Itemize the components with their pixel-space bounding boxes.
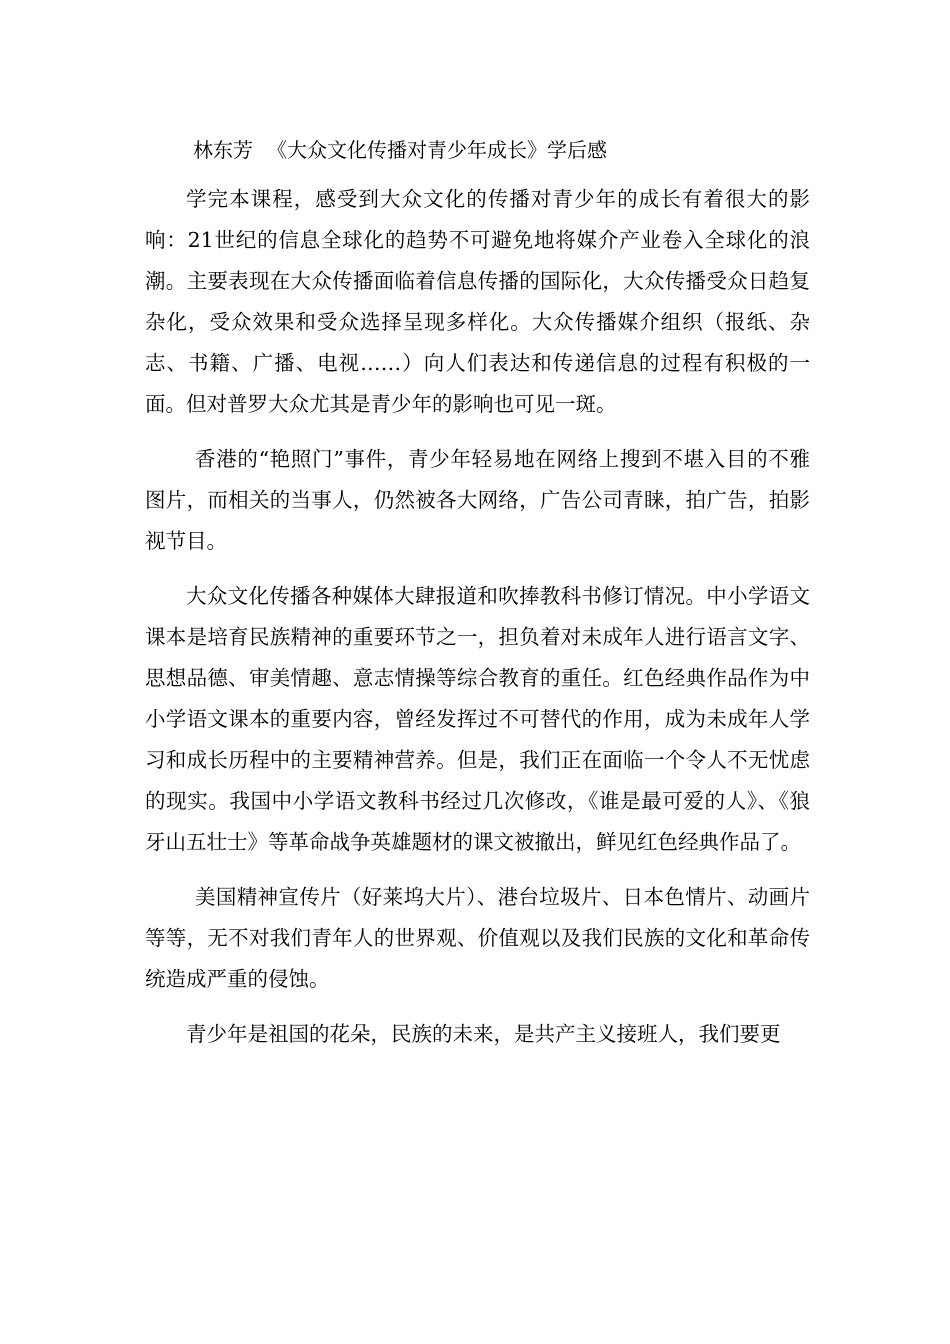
author-name: 林东芳 (193, 138, 253, 162)
document-title: 《大众文化传播对青少年成长》学后感 (267, 138, 607, 162)
paragraph: 美国精神宣传片（好莱坞大片）、港台垃圾片、日本色情片、动画片等等，无不对我们青年人的世界观、价值观以及我们民族的文化和革命传统造成严重的侵蚀。 (145, 885, 810, 991)
paragraph: 香港的“艳照门”事件，青少年轻易地在网络上搜到不堪入目的不雅图片，而相关的当事人，仍然被各大网络，广告公司青睐，拍广告，拍影视节目。 (145, 447, 810, 553)
document-title-line (193, 135, 813, 165)
paragraph: 大众文化传播各种媒体大肆报道和吹捧教科书修订情况。中小学语文课本是培育民族精神的重要环节之一，担负着对未成年人进行语言文字、思想品德、审美情趣、意志情操等综合教育的重任。红色经典作品作为中小学语文课本的重要内容，曾经发挥过不可替代的作用，成为未成年人学习和成长历程中的主要精神营养。但是，我们正在面临一个令人不无忧虑的现实。我国中小学语文教科书经过几次修改，《谁是最可爱的人》、《狼牙山五壮士》等革命战争英雄题材的课文被撤出，鲜见红色经典作品了。 (145, 584, 810, 854)
paragraph: 青少年是祖国的花朵，民族的未来，是共产主义接班人，我们要更 (186, 1022, 781, 1046)
paragraph: 学完本课程，感受到大众文化的传播对青少年的成长有着很大的影响：21世纪的信息全球化的趋势不可避免地将媒介产业卷入全球化的浪潮。主要表现在大众传播面临着信息传播的国际化，大众传播受众日趋复杂化，受众效果和受众选择呈现多样化。大众传播媒介组织（报纸、杂志、书籍、广播、电视……）向人们表达和传递信息的过程有积极的一面。但对普罗大众尤其是青少年的影响也可见一斑。 (145, 187, 810, 416)
document-body (145, 179, 810, 1069)
